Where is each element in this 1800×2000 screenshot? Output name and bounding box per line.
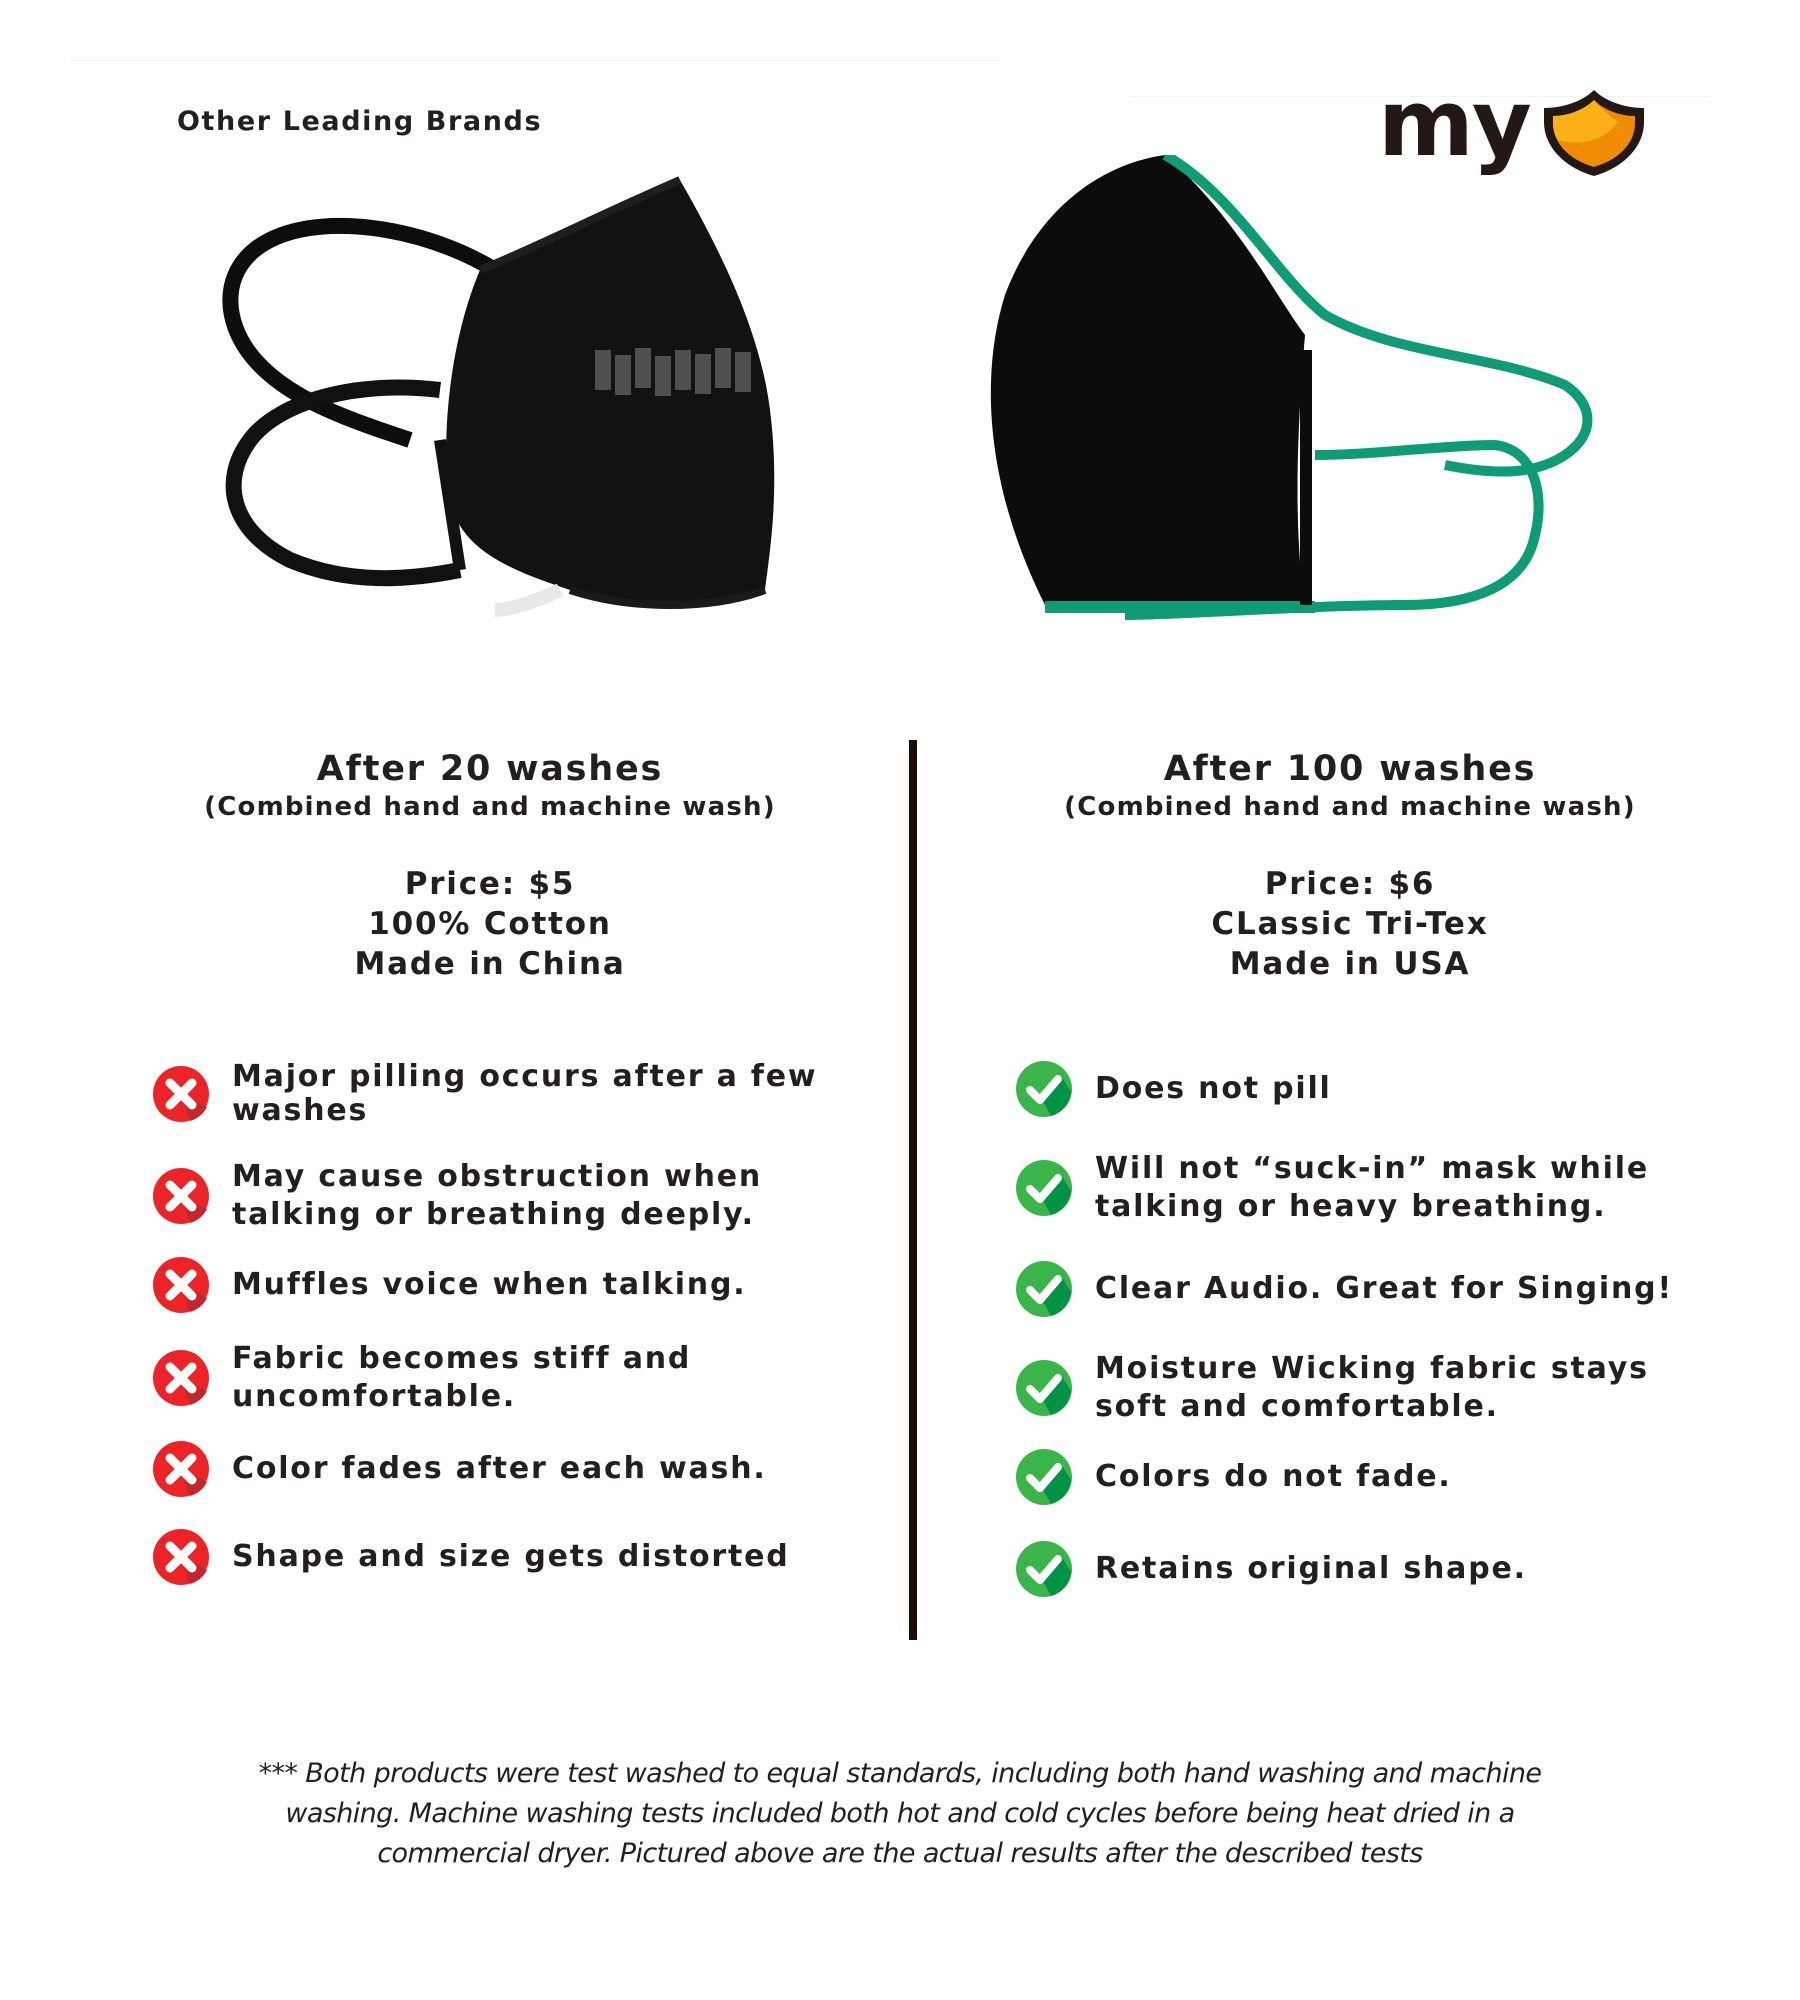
right-material: CLassic Tri-Tex (1211, 906, 1489, 942)
brand-logo-text: my (1378, 70, 1530, 177)
list-item-text: Colors do not fade. (1095, 1459, 1452, 1494)
cross-icon (152, 1528, 210, 1586)
list-item-text: Major pilling occurs after a few washes (232, 1059, 818, 1128)
list-item-text: Fabric becomes stiff and uncomfortable. (232, 1341, 692, 1414)
right-column-specs (1000, 864, 1700, 984)
left-column-header (150, 748, 830, 984)
cross-icon (152, 1440, 210, 1498)
list-item (1015, 1448, 1715, 1506)
list-item (152, 1256, 832, 1314)
list-item-text: Moisture Wicking fabric stays soft and comfortable. (1095, 1351, 1649, 1424)
left-material: 100% Cotton (368, 906, 612, 942)
photo-edge-left (70, 60, 1000, 61)
left-column-specs (150, 864, 830, 984)
list-item-text: Retains original shape. (1095, 1551, 1527, 1586)
list-item (1015, 1350, 1715, 1426)
list-item-text: Does not pill (1095, 1071, 1332, 1106)
list-item (152, 1158, 832, 1234)
list-item-text: Shape and size gets distorted (232, 1539, 790, 1574)
right-price: Price: $6 (1264, 866, 1436, 902)
cross-icon (152, 1349, 210, 1407)
right-column-subtitle: (Combined hand and machine wash) (1064, 792, 1636, 822)
left-column-subtitle: (Combined hand and machine wash) (204, 792, 776, 822)
left-column-title: After 20 washes (316, 749, 664, 789)
check-icon (1015, 1260, 1073, 1318)
list-item (1015, 1540, 1715, 1598)
left-price: Price: $5 (404, 866, 576, 902)
list-item (1015, 1060, 1715, 1118)
check-icon (1015, 1448, 1073, 1506)
list-item-text: Muffles voice when talking. (232, 1267, 747, 1302)
check-icon (1015, 1159, 1073, 1217)
cross-icon (152, 1167, 210, 1225)
right-origin: Made in USA (1229, 946, 1471, 982)
left-origin: Made in China (354, 946, 626, 982)
cross-icon (152, 1256, 210, 1314)
list-item (152, 1060, 832, 1128)
check-icon (1015, 1540, 1073, 1598)
list-item-text: Clear Audio. Great for Singing! (1095, 1271, 1673, 1306)
right-mask-image (975, 155, 1625, 635)
footnote-line-1: *** Both products were test washed to equal standards, including both hand washing and machine (258, 1758, 1542, 1789)
list-item (152, 1440, 832, 1498)
footnote-line-2: washing. Machine washing tests included both hot and cold cycles before being heat dried in a (285, 1798, 1515, 1829)
right-column-header (1000, 748, 1700, 984)
list-item-text: Will not “suck-in” mask while talking or heavy breathing. (1095, 1151, 1649, 1224)
check-icon (1015, 1060, 1073, 1118)
list-item (1015, 1150, 1715, 1226)
footnote-line-3: commercial dryer. Pictured above are the actual results after the described tests (377, 1838, 1423, 1869)
right-column-title: After 100 washes (1163, 749, 1537, 789)
list-item (152, 1340, 832, 1416)
check-icon (1015, 1359, 1073, 1417)
list-item-text: May cause obstruction when talking or breathing deeply. (232, 1159, 763, 1232)
column-divider (909, 740, 917, 1640)
list-item-text: Color fades after each wash. (232, 1451, 767, 1486)
list-item (1015, 1260, 1715, 1318)
competitor-label: Other Leading Brands (177, 106, 543, 137)
list-item (152, 1528, 832, 1586)
cross-icon (152, 1065, 210, 1123)
test-footnote (120, 1754, 1680, 1874)
left-mask-image (210, 170, 810, 630)
